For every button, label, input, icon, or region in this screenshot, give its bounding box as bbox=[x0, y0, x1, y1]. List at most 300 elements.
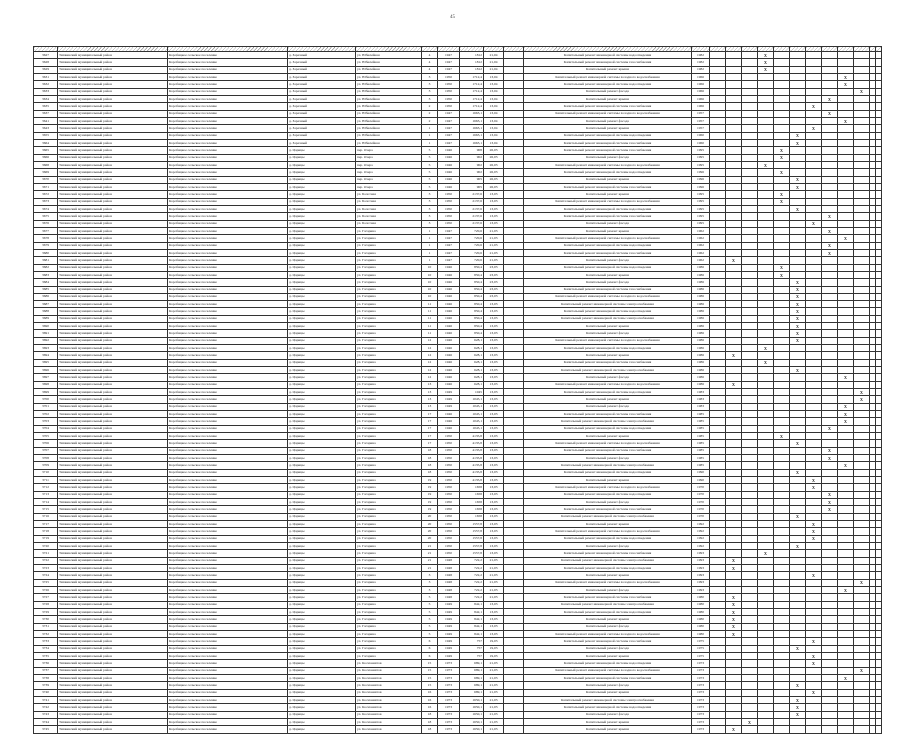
empty-cell bbox=[504, 726, 524, 733]
period-mark-cell bbox=[838, 506, 854, 513]
house-cell: 19 bbox=[422, 477, 438, 484]
period-mark-cell bbox=[838, 147, 854, 154]
row-id-cell: 3732 bbox=[34, 630, 58, 637]
period-mark-cell bbox=[854, 586, 870, 593]
house-cell: 18 bbox=[422, 711, 438, 718]
period-mark-cell bbox=[790, 191, 806, 198]
town-cell bbox=[288, 579, 356, 586]
period-mark-cell bbox=[758, 579, 774, 586]
period-mark-cell bbox=[806, 645, 822, 652]
period-mark-cell bbox=[838, 183, 854, 190]
district-cell: Тихвинский муниципальный район bbox=[58, 608, 168, 615]
house-cell: 6 bbox=[422, 645, 438, 652]
period-mark-cell bbox=[790, 528, 806, 535]
period-mark-cell bbox=[838, 521, 854, 528]
district-cell: Тихвинский муниципальный район bbox=[58, 433, 168, 440]
row-id-cell: 3729 bbox=[34, 608, 58, 615]
period-mark-cell bbox=[742, 674, 758, 681]
area2-cell: 21,03 bbox=[484, 718, 504, 725]
work-type-cell: Капитальный ремонт крыши bbox=[524, 227, 692, 234]
period-mark-cell bbox=[838, 301, 854, 308]
work-year-cell: 1985 bbox=[692, 418, 710, 425]
area2-cell: 13,03 bbox=[484, 601, 504, 608]
period-mark-cell bbox=[822, 557, 838, 564]
row-id-cell: 3720 bbox=[34, 542, 58, 549]
work-type-cell: Капитальный ремонт фасада bbox=[524, 279, 692, 286]
district-cell: Тихвинский муниципальный район bbox=[58, 455, 168, 462]
period-mark-cell bbox=[790, 73, 806, 80]
town-prefix: д. bbox=[289, 682, 292, 687]
period-mark-cell bbox=[790, 594, 806, 601]
district-cell: Тихвинский муниципальный район bbox=[58, 550, 168, 557]
period-mark-cell bbox=[854, 132, 870, 139]
settlement-cell: Коробицкое сельское поселение bbox=[168, 169, 288, 176]
period-mark-cell bbox=[742, 550, 758, 557]
table-row bbox=[34, 220, 882, 227]
street-cell: ул. Гагарина bbox=[356, 425, 422, 432]
town-name: Царицы bbox=[292, 624, 305, 629]
town-name: Царицы bbox=[292, 323, 305, 328]
work-type-cell: Капитальный ремонт инженерной системы холодного водоснабжения bbox=[524, 440, 692, 447]
period-mark-cell bbox=[726, 315, 742, 322]
period-mark-cell bbox=[774, 359, 790, 366]
area-cell: 850,4 bbox=[460, 301, 484, 308]
settlement-cell: Коробицкое сельское поселение bbox=[168, 608, 288, 615]
year-cell: 1973 bbox=[438, 718, 460, 725]
work-type-cell: Капитальный ремонт инженерной системы газоснабжения bbox=[524, 359, 692, 366]
year-cell: 1949 bbox=[438, 645, 460, 652]
period-mark-cell: X bbox=[806, 638, 822, 645]
period-mark-cell: X bbox=[806, 660, 822, 667]
period-mark-cell bbox=[806, 667, 822, 674]
settlement-cell: Коробицкое сельское поселение bbox=[168, 674, 288, 681]
period-mark-cell bbox=[742, 81, 758, 88]
period-mark-cell bbox=[758, 484, 774, 491]
period-mark-cell bbox=[838, 542, 854, 549]
house-cell: 18 bbox=[422, 447, 438, 454]
settlement-cell: Коробицкое сельское поселение bbox=[168, 213, 288, 220]
area-cell: 628,1 bbox=[460, 367, 484, 374]
district-cell: Тихвинский муниципальный район bbox=[58, 220, 168, 227]
row-id-cell: 3719 bbox=[34, 535, 58, 542]
empty-cell bbox=[876, 462, 882, 469]
town-prefix: д. bbox=[289, 543, 292, 548]
period-mark-cell: X bbox=[822, 213, 838, 220]
year-cell: 1947 bbox=[438, 52, 460, 59]
period-mark-cell bbox=[726, 88, 742, 95]
district-cell: Тихвинский муниципальный район bbox=[58, 506, 168, 513]
town-name: Царицы bbox=[292, 221, 305, 226]
area-cell: 689,1 bbox=[460, 667, 484, 674]
period-mark-cell bbox=[838, 95, 854, 102]
period-mark-cell bbox=[742, 161, 758, 168]
period-mark-cell bbox=[742, 521, 758, 528]
period-mark-cell bbox=[710, 374, 726, 381]
year-cell: 1950 bbox=[438, 198, 460, 205]
area-cell: 689,1 bbox=[460, 660, 484, 667]
empty-cell bbox=[504, 279, 524, 286]
area2-cell: 13,03 bbox=[484, 301, 504, 308]
town-name: Царицы bbox=[292, 199, 305, 204]
period-mark-cell bbox=[822, 359, 838, 366]
period-mark-cell bbox=[710, 161, 726, 168]
town-prefix: д. bbox=[289, 477, 292, 482]
period-mark-cell bbox=[822, 308, 838, 315]
work-type-cell: Капитальный ремонт инженерной системы газоснабжения bbox=[524, 506, 692, 513]
period-mark-cell bbox=[854, 117, 870, 124]
street-cell: ул. Юбилейная bbox=[356, 103, 422, 110]
year-cell: 1946 bbox=[438, 330, 460, 337]
period-mark-cell bbox=[822, 271, 838, 278]
period-mark-cell bbox=[742, 205, 758, 212]
period-mark-cell bbox=[742, 623, 758, 630]
town-cell bbox=[288, 110, 356, 117]
district-cell: Тихвинский муниципальный район bbox=[58, 513, 168, 520]
year-cell: 1947 bbox=[438, 257, 460, 264]
district-cell: Тихвинский муниципальный район bbox=[58, 667, 168, 674]
town-cell bbox=[288, 227, 356, 234]
district-cell: Тихвинский муниципальный район bbox=[58, 418, 168, 425]
period-mark-cell bbox=[790, 249, 806, 256]
town-prefix: д. bbox=[289, 125, 292, 130]
period-mark-cell bbox=[854, 235, 870, 242]
work-type-cell: Капитальный ремонт фасада bbox=[524, 117, 692, 124]
period-mark-cell bbox=[822, 198, 838, 205]
street-cell: ул. Гагарина bbox=[356, 542, 422, 549]
street-cell: ул. Гагарина bbox=[356, 337, 422, 344]
period-mark-cell bbox=[854, 433, 870, 440]
town-prefix: д. bbox=[289, 521, 292, 526]
street-cell: ул. Гагарина bbox=[356, 301, 422, 308]
street-cell: ул. Гагарина bbox=[356, 594, 422, 601]
town-name: Царицы bbox=[292, 147, 305, 152]
house-cell: 21 bbox=[422, 564, 438, 571]
period-mark-cell bbox=[822, 477, 838, 484]
district-cell: Тихвинский муниципальный район bbox=[58, 205, 168, 212]
period-mark-cell bbox=[774, 499, 790, 506]
town-name: Царицы bbox=[292, 638, 305, 643]
empty-cell bbox=[876, 271, 882, 278]
period-mark-cell bbox=[726, 227, 742, 234]
town-prefix: д. bbox=[289, 726, 292, 731]
town-cell bbox=[288, 564, 356, 571]
period-mark-cell bbox=[822, 579, 838, 586]
district-cell: Тихвинский муниципальный район bbox=[58, 139, 168, 146]
period-mark-cell bbox=[790, 169, 806, 176]
work-year-cell: 1986 bbox=[692, 359, 710, 366]
settlement-cell: Коробицкое сельское поселение bbox=[168, 513, 288, 520]
house-cell: 18 bbox=[422, 455, 438, 462]
period-mark-cell bbox=[710, 345, 726, 352]
settlement-cell: Коробицкое сельское поселение bbox=[168, 667, 288, 674]
period-mark-cell bbox=[758, 542, 774, 549]
district-cell: Тихвинский муниципальный район bbox=[58, 572, 168, 579]
year-cell: 1948 bbox=[438, 586, 460, 593]
house-cell: 19 bbox=[422, 491, 438, 498]
year-cell: 1950 bbox=[438, 455, 460, 462]
period-mark-cell bbox=[726, 652, 742, 659]
period-mark-cell bbox=[822, 88, 838, 95]
town-cell bbox=[288, 601, 356, 608]
street-cell: ул. Гагарина bbox=[356, 579, 422, 586]
period-mark-cell bbox=[790, 235, 806, 242]
empty-cell bbox=[504, 147, 524, 154]
work-year-cell: 1966 bbox=[692, 103, 710, 110]
town-cell bbox=[288, 608, 356, 615]
table-row bbox=[34, 213, 882, 220]
town-prefix: д. bbox=[289, 96, 292, 101]
street-cell: ул. Гагарина bbox=[356, 513, 422, 520]
empty-cell bbox=[504, 125, 524, 132]
town-cell bbox=[288, 711, 356, 718]
period-mark-cell bbox=[774, 330, 790, 337]
town-cell bbox=[288, 125, 356, 132]
house-cell: 3 bbox=[422, 95, 438, 102]
street-cell: ул. Космонавтов bbox=[356, 704, 422, 711]
town-prefix: д. bbox=[289, 235, 292, 240]
street-cell: ул. Космонавтов bbox=[356, 674, 422, 681]
period-mark-cell bbox=[838, 271, 854, 278]
town-cell bbox=[288, 557, 356, 564]
work-year-cell: 1970 bbox=[692, 484, 710, 491]
area-cell: 1650,1 bbox=[460, 718, 484, 725]
district-cell: Тихвинский муниципальный район bbox=[58, 249, 168, 256]
empty-cell bbox=[876, 117, 882, 124]
period-mark-cell bbox=[790, 374, 806, 381]
year-cell: 1948 bbox=[438, 572, 460, 579]
year-cell: 1949 bbox=[438, 396, 460, 403]
period-mark-cell bbox=[710, 337, 726, 344]
empty-cell bbox=[876, 674, 882, 681]
town-name: Царицы bbox=[292, 470, 305, 475]
empty-cell bbox=[876, 176, 882, 183]
work-type-cell: Капитальный ремонт инженерной системы электроснабжения bbox=[524, 315, 692, 322]
town-prefix: д. bbox=[289, 59, 292, 64]
period-mark-cell bbox=[726, 301, 742, 308]
period-mark-cell bbox=[726, 367, 742, 374]
empty-cell bbox=[504, 132, 524, 139]
area-cell: 842,1 bbox=[460, 630, 484, 637]
town-prefix: д. bbox=[289, 301, 292, 306]
district-cell: Тихвинский муниципальный район bbox=[58, 601, 168, 608]
row-id-cell: 3724 bbox=[34, 572, 58, 579]
area2-cell: 13,03 bbox=[484, 535, 504, 542]
settlement-cell: Коробицкое сельское поселение bbox=[168, 601, 288, 608]
period-mark-cell: X bbox=[806, 689, 822, 696]
house-cell: 15 bbox=[422, 682, 438, 689]
period-mark-cell: X bbox=[854, 667, 870, 674]
row-id-cell: 3700 bbox=[34, 396, 58, 403]
area-cell: 1658 bbox=[460, 484, 484, 491]
district-cell: Тихвинский муниципальный район bbox=[58, 447, 168, 454]
period-mark-cell bbox=[742, 154, 758, 161]
work-type-cell: Капитальный ремонт фасада bbox=[524, 623, 692, 630]
work-year-cell: 1975 bbox=[692, 652, 710, 659]
period-mark-cell bbox=[758, 469, 774, 476]
house-cell: 3 bbox=[422, 572, 438, 579]
empty-cell bbox=[504, 242, 524, 249]
town-cell bbox=[288, 623, 356, 630]
period-mark-cell: X bbox=[774, 147, 790, 154]
work-type-cell: Капитальный ремонт крыши bbox=[524, 352, 692, 359]
town-name: Царицы bbox=[292, 448, 305, 453]
period-mark-cell bbox=[822, 257, 838, 264]
period-mark-cell bbox=[710, 403, 726, 410]
area2-cell: 23,03 bbox=[484, 279, 504, 286]
period-mark-cell bbox=[710, 418, 726, 425]
row-id-cell: 3708 bbox=[34, 455, 58, 462]
settlement-cell: Коробицкое сельское поселение bbox=[168, 381, 288, 388]
period-mark-cell bbox=[774, 389, 790, 396]
row-id-cell: 3745 bbox=[34, 726, 58, 733]
period-mark-cell bbox=[806, 374, 822, 381]
period-mark-cell bbox=[726, 359, 742, 366]
settlement-cell: Коробицкое сельское поселение bbox=[168, 117, 288, 124]
period-mark-cell bbox=[758, 594, 774, 601]
area-cell: 1045 bbox=[460, 389, 484, 396]
area-cell: 2137,6 bbox=[460, 198, 484, 205]
row-id-cell: 3696 bbox=[34, 367, 58, 374]
period-mark-cell bbox=[838, 59, 854, 66]
house-cell: 21 bbox=[422, 550, 438, 557]
period-mark-cell bbox=[790, 213, 806, 220]
period-mark-cell bbox=[790, 564, 806, 571]
work-type-cell: Капитальный ремонт инженерной системы водоотведения bbox=[524, 132, 692, 139]
period-mark-cell bbox=[726, 264, 742, 271]
empty-cell bbox=[504, 711, 524, 718]
street-cell: ул. Космонавтов bbox=[356, 682, 422, 689]
period-mark-cell bbox=[790, 484, 806, 491]
period-mark-cell bbox=[854, 301, 870, 308]
street-cell: ул. Юбилейная bbox=[356, 117, 422, 124]
period-mark-cell bbox=[710, 117, 726, 124]
district-cell: Тихвинский муниципальный район bbox=[58, 227, 168, 234]
town-prefix: д. bbox=[289, 279, 292, 284]
empty-cell bbox=[504, 396, 524, 403]
period-mark-cell bbox=[774, 52, 790, 59]
period-mark-cell bbox=[742, 469, 758, 476]
work-type-cell: Капитальный ремонт инженерной системы газоснабжения bbox=[524, 59, 692, 66]
area-cell: 757 bbox=[460, 638, 484, 645]
settlement-cell: Коробицкое сельское поселение bbox=[168, 315, 288, 322]
period-mark-cell bbox=[710, 147, 726, 154]
period-mark-cell bbox=[774, 176, 790, 183]
period-mark-cell bbox=[822, 367, 838, 374]
house-cell: 11 bbox=[422, 315, 438, 322]
table-row bbox=[34, 315, 882, 322]
table-row bbox=[34, 418, 882, 425]
house-cell: 17 bbox=[422, 440, 438, 447]
period-mark-cell bbox=[822, 440, 838, 447]
period-mark-cell bbox=[758, 286, 774, 293]
area2-cell: 13,03 bbox=[484, 205, 504, 212]
period-mark-cell: X bbox=[790, 704, 806, 711]
table-row bbox=[34, 462, 882, 469]
period-mark-cell: X bbox=[790, 682, 806, 689]
settlement-cell: Коробицкое сельское поселение bbox=[168, 535, 288, 542]
area2-cell: 21,04 bbox=[484, 66, 504, 73]
empty-cell bbox=[504, 506, 524, 513]
area2-cell: 26,03 bbox=[484, 169, 504, 176]
town-cell bbox=[288, 513, 356, 520]
period-mark-cell bbox=[838, 264, 854, 271]
area2-cell: 13,03 bbox=[484, 433, 504, 440]
empty-cell bbox=[504, 440, 524, 447]
area-cell: 1045,1 bbox=[460, 403, 484, 410]
period-mark-cell bbox=[758, 667, 774, 674]
period-mark-cell bbox=[822, 389, 838, 396]
year-cell: 1949 bbox=[438, 403, 460, 410]
period-mark-cell bbox=[726, 110, 742, 117]
period-mark-cell bbox=[774, 528, 790, 535]
work-type-cell: Капитальный ремонт фасада bbox=[524, 711, 692, 718]
town-name: Заречный bbox=[292, 74, 307, 79]
town-name: Заречный bbox=[292, 81, 307, 86]
street-cell: ул. Гагарина bbox=[356, 352, 422, 359]
period-mark-cell bbox=[854, 682, 870, 689]
period-mark-cell bbox=[742, 95, 758, 102]
period-mark-cell bbox=[790, 220, 806, 227]
town-name: Царицы bbox=[292, 265, 305, 270]
work-year-cell: 1993 bbox=[692, 564, 710, 571]
period-mark-cell bbox=[742, 594, 758, 601]
work-year-cell: 1986 bbox=[692, 301, 710, 308]
period-mark-cell bbox=[838, 103, 854, 110]
period-mark-cell bbox=[710, 396, 726, 403]
town-cell bbox=[288, 374, 356, 381]
period-mark-cell bbox=[774, 213, 790, 220]
town-name: Царицы bbox=[292, 433, 305, 438]
town-cell bbox=[288, 337, 356, 344]
period-mark-cell bbox=[742, 447, 758, 454]
period-mark-cell: X bbox=[854, 389, 870, 396]
empty-cell bbox=[504, 352, 524, 359]
town-prefix: д. bbox=[289, 287, 292, 292]
period-mark-cell bbox=[806, 608, 822, 615]
town-prefix: д. bbox=[289, 191, 292, 196]
settlement-cell: Коробицкое сельское поселение bbox=[168, 301, 288, 308]
town-prefix: д. bbox=[289, 184, 292, 189]
empty-cell bbox=[504, 623, 524, 630]
period-mark-cell bbox=[758, 315, 774, 322]
row-id-cell: 3685 bbox=[34, 286, 58, 293]
year-cell: 1950 bbox=[438, 469, 460, 476]
district-cell: Тихвинский муниципальный район bbox=[58, 374, 168, 381]
period-mark-cell bbox=[742, 169, 758, 176]
district-cell: Тихвинский муниципальный район bbox=[58, 293, 168, 300]
period-mark-cell bbox=[710, 689, 726, 696]
period-mark-cell bbox=[758, 696, 774, 703]
town-name: Царицы bbox=[292, 155, 305, 160]
period-mark-cell bbox=[774, 110, 790, 117]
town-prefix: д. bbox=[289, 580, 292, 585]
period-mark-cell: X bbox=[774, 191, 790, 198]
period-mark-cell bbox=[710, 139, 726, 146]
period-mark-cell: X bbox=[806, 220, 822, 227]
empty-cell bbox=[504, 447, 524, 454]
area2-cell: 13,03 bbox=[484, 455, 504, 462]
row-id-cell: 3730 bbox=[34, 616, 58, 623]
period-mark-cell bbox=[758, 396, 774, 403]
period-mark-cell bbox=[806, 88, 822, 95]
row-id-cell: 3740 bbox=[34, 689, 58, 696]
work-type-cell: Капитальный ремонт инженерной системы холодного водоснабжения bbox=[524, 579, 692, 586]
period-mark-cell bbox=[790, 359, 806, 366]
street-cell: пер. Озера bbox=[356, 161, 422, 168]
area-cell: 628,1 bbox=[460, 345, 484, 352]
town-cell bbox=[288, 271, 356, 278]
empty-cell bbox=[876, 286, 882, 293]
